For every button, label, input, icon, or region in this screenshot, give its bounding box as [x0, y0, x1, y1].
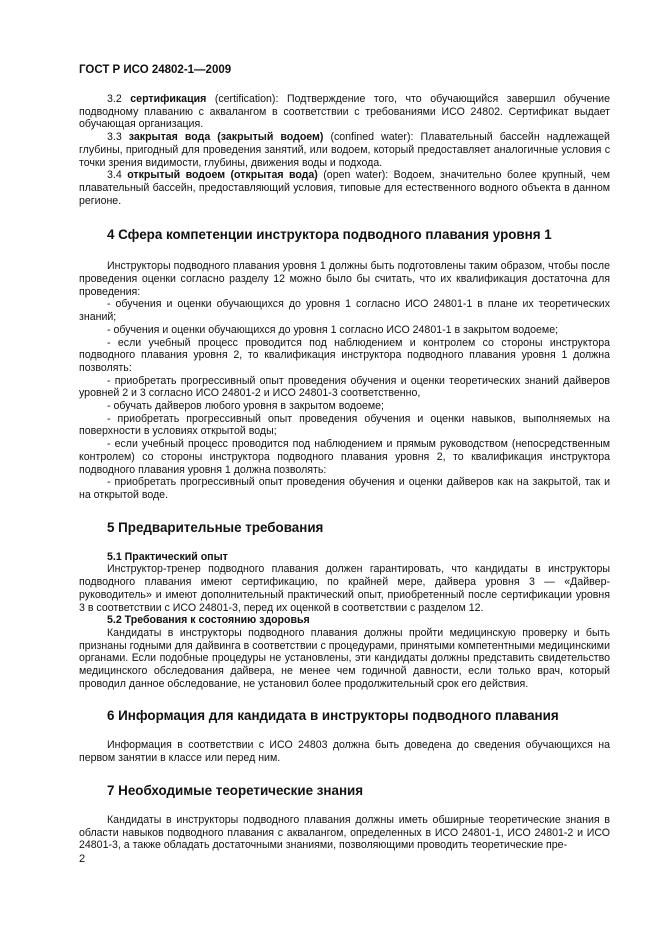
- page-number: 2: [79, 853, 86, 865]
- section-4-list-item: - обучать дайверов любого уровня в закрытом водоеме;: [107, 400, 384, 413]
- section-7-text: Кандидаты в инструкторы подводного плавания должны иметь обширные теоретические знания в области навыков подводного плавания с аквалангом, определенных в ИСО 24801-1, ИСО 24801-2 и ИСО 24801-3, а также обладать достаточными знаниями, позволяющими проводить теоретические пре-: [79, 813, 610, 852]
- section-4-list-item: - приобретать прогрессивный опыт проведения обучения и оценки дайверов как на закрытой, так и на открытой воде.: [79, 476, 610, 501]
- section-6-text: Информация в соответствии с ИСО 24803 должна быть доведена до сведения обучающихся на первом занятии в классе или перед ним.: [79, 739, 610, 765]
- section-4-paragraph: Инструкторы подводного плавания уровня 1 должны быть подготовлены таким образом, чтобы после проведения оценки согласно разделу 12 можно было бы считать, что их квалификация достаточна для проведения:: [79, 260, 610, 298]
- definition-number: 3.3: [107, 131, 122, 144]
- subsection-5-1-text: Инструктор-тренер подводного плавания должен гарантировать, что кандидаты в инструкторы подводного плавания имеют сертификацию, по крайней мере, дайвера уровня 3 — «Дайвер-руководитель» и имеют дополнительный практический опыт, приобретенный после сертификации уровня 3 в соответствии с ИСО 24801-3, перед их оценкой в соответствии с разделом 12.: [79, 563, 610, 614]
- definition-english: (open water):: [323, 169, 389, 182]
- section-6-heading: 6 Информация для кандидата в инструкторы подводного плавания: [107, 708, 559, 724]
- definition-term: закрытая вода (закрытый водоем): [128, 131, 324, 144]
- definition-3-2: [79, 93, 610, 131]
- subsection-5-2-heading: 5.2 Требования к состоянию здоровья: [107, 614, 310, 627]
- section-4-list-item: - если учебный процесс проводится под наблюдением и прямым руководством (непосредственным контролем) со стороны инструктора подводного плавания уровня 2, то квалификация инструктора подводного плавания уровня 1 должна позволять:: [79, 438, 610, 476]
- definition-text: Водоем, значительно более крупный, чем плавательный бассейн, предоставляющий условия, типовые для естественного водного объекта в данном регионе.: [79, 169, 611, 207]
- section-4-list-item: - обучения и оценки обучающихся до уровня 1 согласно ИСО 24801-1 в плане их теоретических знаний;: [79, 298, 610, 324]
- section-4-list-item: - приобретать прогрессивный опыт проведения обучения и оценки навыков, выполняемых на поверхности в условиях открытой воды;: [79, 412, 610, 438]
- definition-number: 3.2: [107, 93, 122, 105]
- definition-english: (certification):: [214, 93, 279, 105]
- section-7-heading: 7 Необходимые теоретические знания: [107, 782, 364, 798]
- subsection-5-2-text: Кандидаты в инструкторы подводного плавания должны пройти медицинскую проверку и быть признаны годными для дайвинга в соответствии с процедурами, принятыми компетентными медицинскими органами. Если подобные процедуры не установлены, эти кандидаты должны представить свидетельство медицинского обследования дайвера, не менее чем годичной давности, если только врач, который проводил данное обследование, не установил более продолжительный срок его действия.: [79, 626, 610, 690]
- section-4-list-item: - обучения и оценки обучающихся до уровня 1 согласно ИСО 24801-1 в закрытом водоеме;: [107, 323, 559, 336]
- subsection-5-1-heading: 5.1 Практический опыт: [107, 550, 228, 563]
- definition-3-3: [79, 131, 610, 169]
- section-4-list-item: - приобретать прогрессивный опыт проведения обучения и оценки теоретических знаний дайверов уровней 2 и 3 согласно ИСО 24801-2 и ИСО 24801-3 соответственно,: [79, 374, 610, 400]
- section-4-heading: 4 Сфера компетенции инструктора подводного плавания уровня 1: [107, 227, 552, 243]
- definition-text: Плавательный бассейн надлежащей глубины, пригодный для проведения занятий, или водоем, который предоставляет аналогичные условия с точки зрения видимости, глубины, движения воды и подхода.: [79, 131, 610, 169]
- section-4-list-item: - если учебный процесс проводится под наблюдением и контролем со стороны инструктора подводного плавания уровня 2, то квалификация инструктора подводного плавания уровня 1 должна позволять:: [79, 336, 610, 374]
- definition-text: Подтверждение того, что обучающийся завершил обучение подводному плаванию с аквалангом в соответствии с требованиями ИСО 24802. Сертификат выдает обучающая организация.: [79, 93, 610, 131]
- page-content: [79, 93, 610, 852]
- document-header: ГОСТ Р ИСО 24802-1—2009: [79, 64, 232, 76]
- definition-3-4: [79, 169, 610, 207]
- definition-english: (confined water):: [330, 131, 414, 144]
- definition-number: 3.4: [107, 169, 122, 182]
- definition-term: сертификация: [130, 93, 207, 105]
- definition-term: открытый водоем (открытая вода): [127, 169, 318, 182]
- section-5-heading: 5 Предварительные требования: [107, 519, 324, 535]
